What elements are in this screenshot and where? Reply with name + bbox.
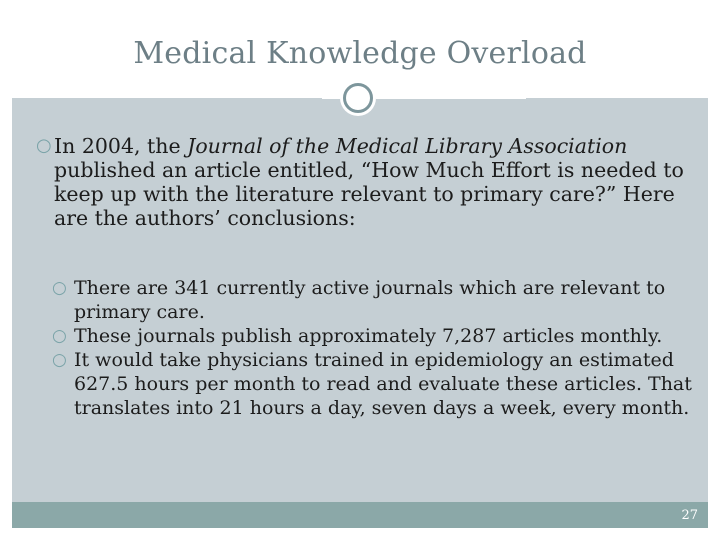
- sub-bullet-text: There are 341 currently active journals which are relevant to primary care.: [74, 277, 666, 323]
- main-bullet-prefix: In 2004, the: [54, 134, 188, 158]
- main-bullet: [36, 134, 696, 230]
- slide-title: Medical Knowledge Overload: [133, 36, 587, 71]
- hollow-circle-bullet-icon: ○: [52, 326, 67, 346]
- sub-bullet: [52, 348, 692, 420]
- footer-bar: [12, 502, 708, 528]
- sub-bullet: [52, 324, 692, 348]
- main-bullet-suffix: published an article entitled, “How Much Effort is needed to keep up with the literature relevant to primary care?” Here are the authors’ conclusions:: [54, 158, 684, 230]
- main-bullet-text: [36, 134, 696, 230]
- divider-line-left: [322, 97, 340, 99]
- page-number: 27: [681, 508, 698, 523]
- sub-bullet-list: [52, 276, 692, 420]
- hollow-circle-bullet-icon: ○: [52, 278, 67, 298]
- sub-bullet-text: These journals publish approximately 7,287 articles monthly.: [74, 325, 663, 347]
- sub-bullet-text: It would take physicians trained in epidemiology an estimated 627.5 hours per month to read and evaluate these articles. That translates into 21 hours a day, seven days a week, every month.: [74, 349, 692, 419]
- hollow-circle-bullet-icon: ○: [52, 350, 67, 370]
- sub-bullet: [52, 276, 692, 324]
- hollow-circle-bullet-icon: ○: [36, 135, 52, 156]
- journal-name: Journal of the Medical Library Association: [187, 134, 628, 158]
- ring-ornament-inner: [343, 83, 373, 113]
- divider-line-right: [376, 97, 526, 99]
